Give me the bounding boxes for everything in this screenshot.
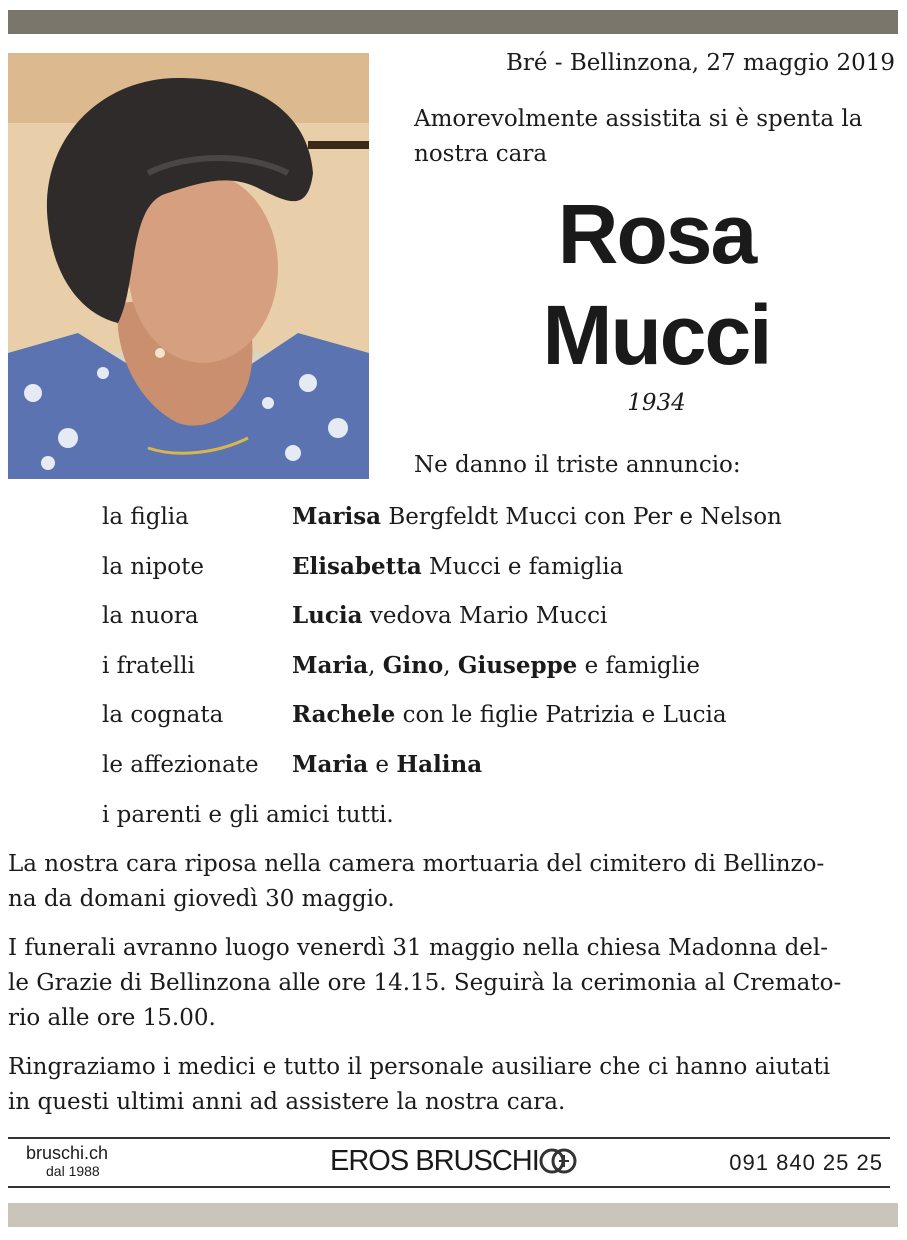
intro-text: Amorevolmente assistita si è spenta la nostra cara [414, 106, 863, 167]
relation-label: i fratelli [102, 652, 195, 679]
bottom-bar [8, 1203, 898, 1227]
deceased-first-name: Rosa [557, 187, 756, 281]
place-date: Bré - Bellinzona, 27 maggio 2019 [505, 50, 895, 76]
relative-detail: con le figlie Patrizia e Lucia [395, 702, 727, 728]
relative-detail: e [368, 751, 397, 778]
paragraph-line: I funerali avranno luogo venerdì 31 maggio nella chiesa Madonna del- [8, 935, 829, 961]
paragraph-wake [8, 847, 898, 917]
paragraph-line: na da domani giovedì 30 maggio. [8, 886, 395, 912]
footer-divider-bottom [8, 1186, 890, 1188]
relative-name: Gino [382, 651, 444, 679]
relative-detail: , [443, 652, 458, 679]
relative-row [102, 701, 727, 737]
relative-row [102, 652, 700, 688]
paragraph-line: La nostra cara riposa nella camera mortuaria del cimitero di Bellinzo- [8, 851, 825, 877]
relation-label: la nuora [102, 603, 199, 629]
top-bar [8, 10, 898, 34]
announce-heading: Ne danno il triste annuncio: [414, 452, 741, 478]
funeral-home-phone: 091 840 25 25 [729, 1150, 883, 1175]
footer-divider-top [8, 1137, 890, 1139]
paragraph-line: rio alle ore 15.00. [8, 1005, 216, 1031]
relation-label: la figlia [102, 504, 189, 530]
relation-label: le affezionate [102, 751, 259, 778]
relative-detail: Bergfeldt Mucci con Per e Nelson [381, 504, 782, 530]
relative-name: Lucia [292, 602, 363, 629]
paragraph-funeral [8, 931, 898, 1036]
relative-row [102, 751, 482, 787]
relative-name: Marisa [292, 503, 382, 530]
paragraph-line: Ringraziamo i medici e tutto il personale ausiliare che ci hanno aiutati [8, 1054, 831, 1080]
relative-name: Rachele [292, 701, 396, 728]
relative-name: Giuseppe [457, 651, 578, 679]
relative-detail: , [368, 652, 383, 679]
relatives-tail: i parenti e gli amici tutti. [102, 802, 394, 828]
portrait-illustration [8, 53, 369, 479]
relative-detail: vedova Mario Mucci [362, 603, 608, 629]
relative-name: Halina [396, 750, 483, 778]
relative-row [102, 553, 623, 589]
relative-detail: e famiglie [577, 652, 700, 679]
relative-name: Elisabetta [292, 552, 422, 580]
paragraph-line: in questi ultimi anni ad assistere la nostra cara. [8, 1089, 566, 1115]
paragraph-thanks [8, 1050, 898, 1120]
logo-emblem-icon [538, 1141, 578, 1181]
relative-row [102, 602, 607, 638]
paragraph-line: le Grazie di Bellinzona alle ore 14.15. Seguirà la cerimonia al Cremato- [8, 970, 842, 996]
relative-row [102, 503, 782, 539]
funeral-home-site: bruschi.ch [26, 1143, 109, 1163]
relation-label: la nipote [102, 553, 204, 580]
funeral-home-since: dal 1988 [46, 1163, 100, 1179]
portrait-photo [8, 53, 369, 479]
relative-name: Maria [292, 651, 369, 679]
birth-year: 1934 [627, 390, 686, 416]
relative-detail: Mucci e famiglia [421, 553, 624, 580]
funeral-home-logo: EROS BRUSCHI [330, 1145, 539, 1177]
deceased-last-name: Mucci [542, 288, 771, 382]
relation-label: la cognata [102, 702, 224, 728]
relative-name: Maria [292, 750, 369, 778]
